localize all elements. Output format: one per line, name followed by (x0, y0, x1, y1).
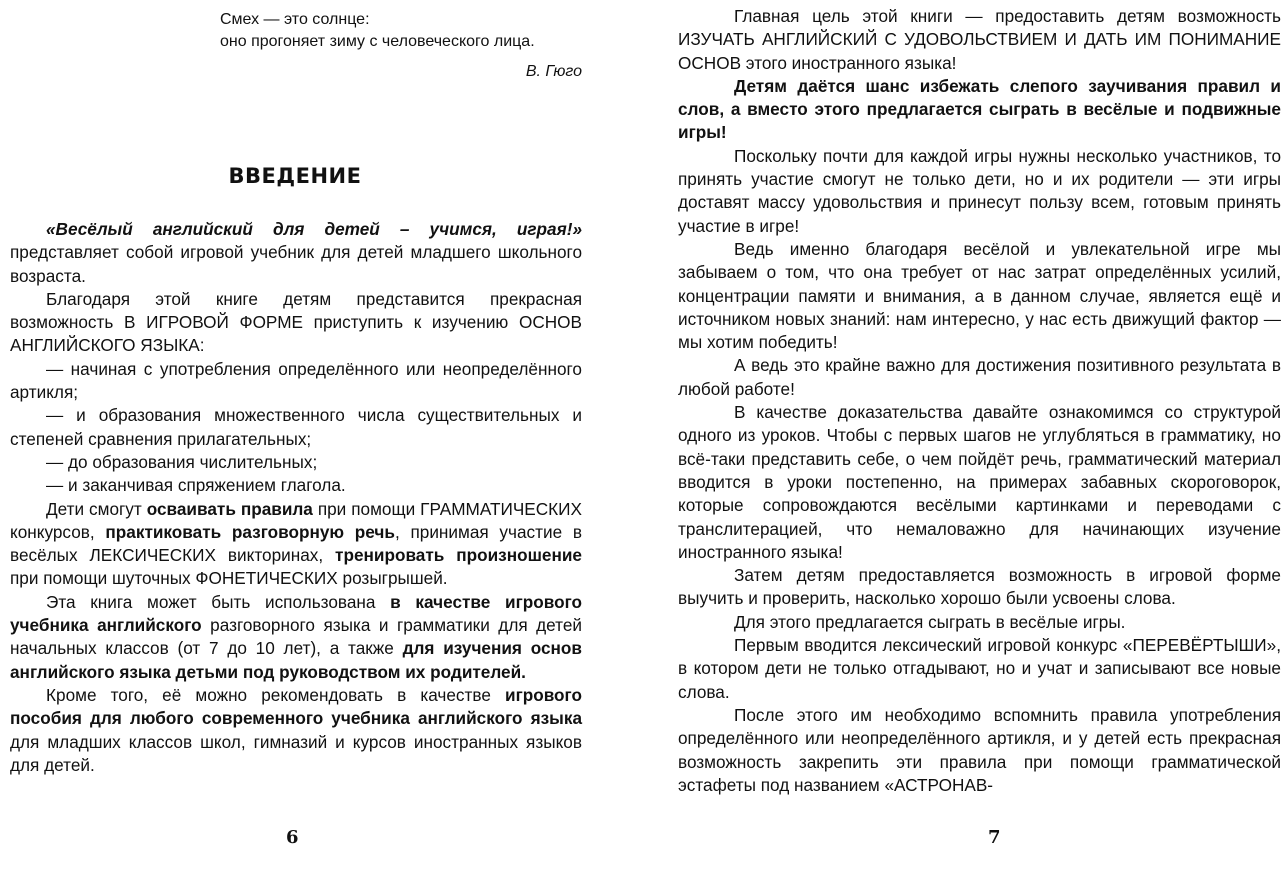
paragraph: Кроме того, её можно рекомендовать в качестве игрового пособия для любого современного учебника английского языка для младших классов школ, гимназий и курсов иностранных языков для детей. (10, 684, 582, 775)
epigraph-author: В. Гюго (525, 63, 582, 80)
paragraph: «Весёлый английский для детей – учимся, играя!» представляет собой игровой учебник для детей младшего школьного возраста. (10, 219, 582, 286)
paragraph: Первым вводится лексический игровой конкурс «ПЕРЕВЁРТЫШИ», в котором дети не только отгадывают, но и учат и записывают все новые слова. (678, 635, 1281, 702)
book-title-emphasis: «Весёлый английский для детей – учимся, играя!» (46, 219, 582, 239)
left-page-body (10, 218, 582, 777)
right-page (678, 0, 1288, 880)
paragraph: Дети смогут осваивать правила при помощи ГРАММАТИЧЕСКИХ конкурсов, практиковать разговорную речь, принимая участие в весёлых ЛЕКСИЧЕСКИХ викторинах, тренировать произношение при помощи шуточных ФОНЕТИЧЕСКИХ розыгрышей. (10, 498, 583, 589)
paragraph: В качестве доказательства давайте ознакомимся со структурой одного из уроков. Чтобы с первых шагов не углубляться в грамматику, но всё-таки представить себе, о чем пойдёт речь, грамматический материал вводится в уроки постепенно, на примерах забавных скороговорок, которые сопровождаются весёлыми картинками и переводами с транслитерацией, что немаловажно для начинающих изучение иностранного языка! (678, 402, 1281, 562)
page-number: 6 (286, 827, 299, 848)
right-page-body (678, 5, 1281, 797)
epigraph-line: Смех — это солнце: (220, 11, 370, 28)
epigraph-line: оно прогоняет зиму с человеческого лица. (220, 33, 535, 50)
list-item: — и образования множественного числа существительных и степеней сравнения прилагательных; (10, 405, 582, 449)
paragraph: Ведь именно благодаря весёлой и увлекательной игре мы забываем о том, что она требует от нас затрат определённых усилий, концентрации памяти и внимания, а в данном случае, является ещё и источником новых знаний: нам интересно, у нас есть движущий фактор — мы хотим победить! (678, 238, 1281, 353)
paragraph: Затем детям предоставляется возможность в игровой форме выучить и проверить, насколько хорошо были усвоены слова. (678, 565, 1281, 609)
chapter-title: ВВЕДЕНИЕ (228, 164, 362, 188)
paragraph: Эта книга может быть использована в качестве игрового учебника английского разговорного языка и грамматики для детей начальных классов (от 7 до 10 лет), а также для изучения основ английского языка детьми под руководством их родителей. (10, 591, 582, 682)
page-number: 7 (988, 827, 1001, 848)
paragraph: А ведь это крайне важно для достижения позитивного результата в любой работе! (678, 355, 1281, 399)
paragraph: Благодаря этой книге детям представится прекрасная возможность В ИГРОВОЙ ФОРМЕ приступить к изучению ОСНОВ АНГЛИЙСКОГО ЯЗЫКА: (10, 288, 582, 356)
paragraph: После этого им необходимо вспомнить правила употребления определённого или неопределённого артикля, и у детей есть прекрасная возможность закрепить эти правила при помощи грамматической эстафеты под названием «АСТРОНАВ- (678, 704, 1281, 795)
paragraph: Для этого предлагается сыграть в весёлые игры. (734, 611, 1126, 632)
list-item: — до образования числительных; (46, 451, 318, 472)
list-item: — начиная с употребления определённого или неопределённого артикля; (10, 358, 582, 403)
paragraph: Детям даётся шанс избежать слепого заучивания правил и слов, а вместо этого предлагается сыграть в весёлые и подвижные игры! (678, 75, 1281, 143)
list-item: — и заканчивая спряжением глагола. (46, 475, 346, 496)
paragraph: Главная цель этой книги — предоставить детям возможность ИЗУЧАТЬ АНГЛИЙСКИЙ С УДОВОЛЬСТВИЕМ И ДАТЬ ИМ ПОНИМАНИЕ ОСНОВ этого иностранного языка! (678, 6, 1281, 73)
paragraph: Поскольку почти для каждой игры нужны несколько участников, то принять участие смогут не только дети, но и их родители — эти игры доставят массу удовольствия и принесут пользу всем, готовым принять участие в игре! (678, 145, 1281, 236)
left-page (0, 0, 600, 880)
epigraph (220, 9, 582, 83)
